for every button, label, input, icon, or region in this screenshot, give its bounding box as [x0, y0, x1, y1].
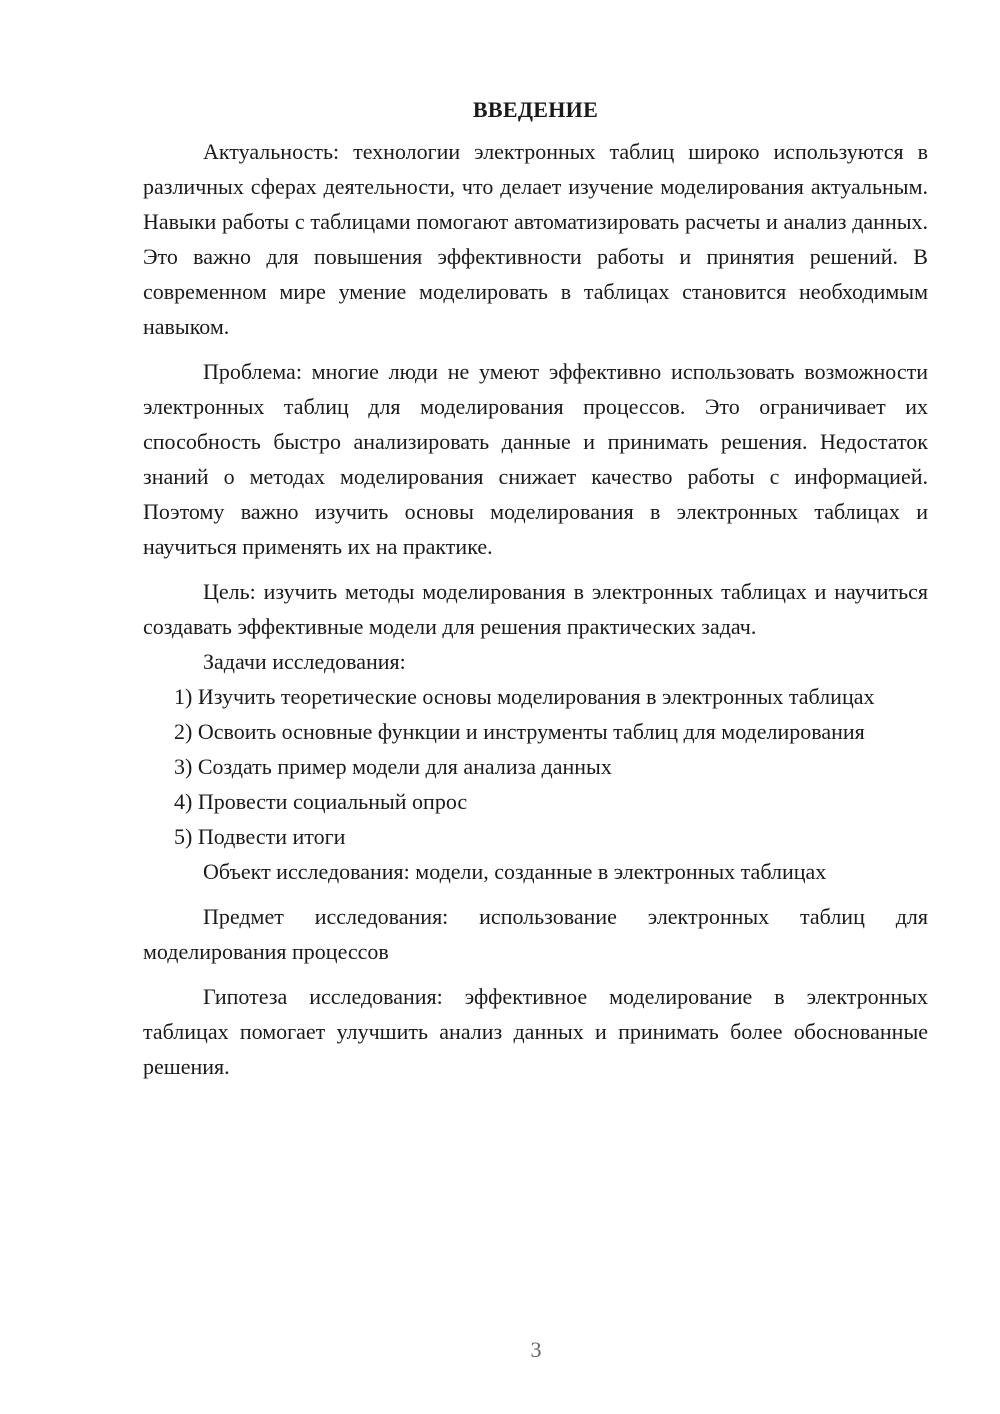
task-item: 5) Подвести итоги — [174, 824, 346, 849]
tasks-heading: Задачи исследования: — [203, 649, 406, 674]
task-item: 2) Освоить основные функции и инструменты таблиц для моделирования — [174, 719, 865, 744]
task-item: 3) Создать пример модели для анализа данных — [174, 754, 612, 779]
problem-paragraph: Проблема: многие люди не умеют эффективно использовать возможности электронных таблиц для моделирования процессов. Это ограничивает их способность быстро анализировать данные и принимать решения. Недостаток знаний о методах моделирования снижает качество работы с информацией. Поэтому важно изучить основы моделирования в электронных таблицах и научиться применять их на практике. — [143, 359, 928, 559]
page-number: 3 — [530, 1337, 542, 1362]
goal-paragraph: Цель: изучить методы моделирования в электронных таблицах и научиться создавать эффективные модели для решения практических задач. — [143, 579, 928, 639]
research-object-paragraph: Объект исследования: модели, созданные в электронных таблицах — [203, 859, 827, 884]
research-subject-paragraph: Предмет исследования: использование электронных таблиц для моделирования процессов — [143, 904, 928, 964]
task-item: 4) Провести социальный опрос — [174, 789, 468, 814]
page-content — [143, 92, 928, 1084]
relevance-paragraph: Актуальность: технологии электронных таблиц широко используются в различных сферах деятельности, что делает изучение моделирования актуальным. Навыки работы с таблицами помогают автоматизировать расчеты и анализ данных. Это важно для повышения эффективности работы и принятия решений. В современном мире умение моделировать в таблицах становится необходимым навыком. — [143, 139, 928, 339]
page-title: ВВЕДЕНИЕ — [472, 97, 599, 122]
hypothesis-paragraph: Гипотеза исследования: эффективное моделирование в электронных таблицах помогает улучшить анализ данных и принимать более обоснованные решения. — [143, 984, 928, 1079]
task-item: 1) Изучить теоретические основы моделирования в электронных таблицах — [174, 684, 875, 709]
